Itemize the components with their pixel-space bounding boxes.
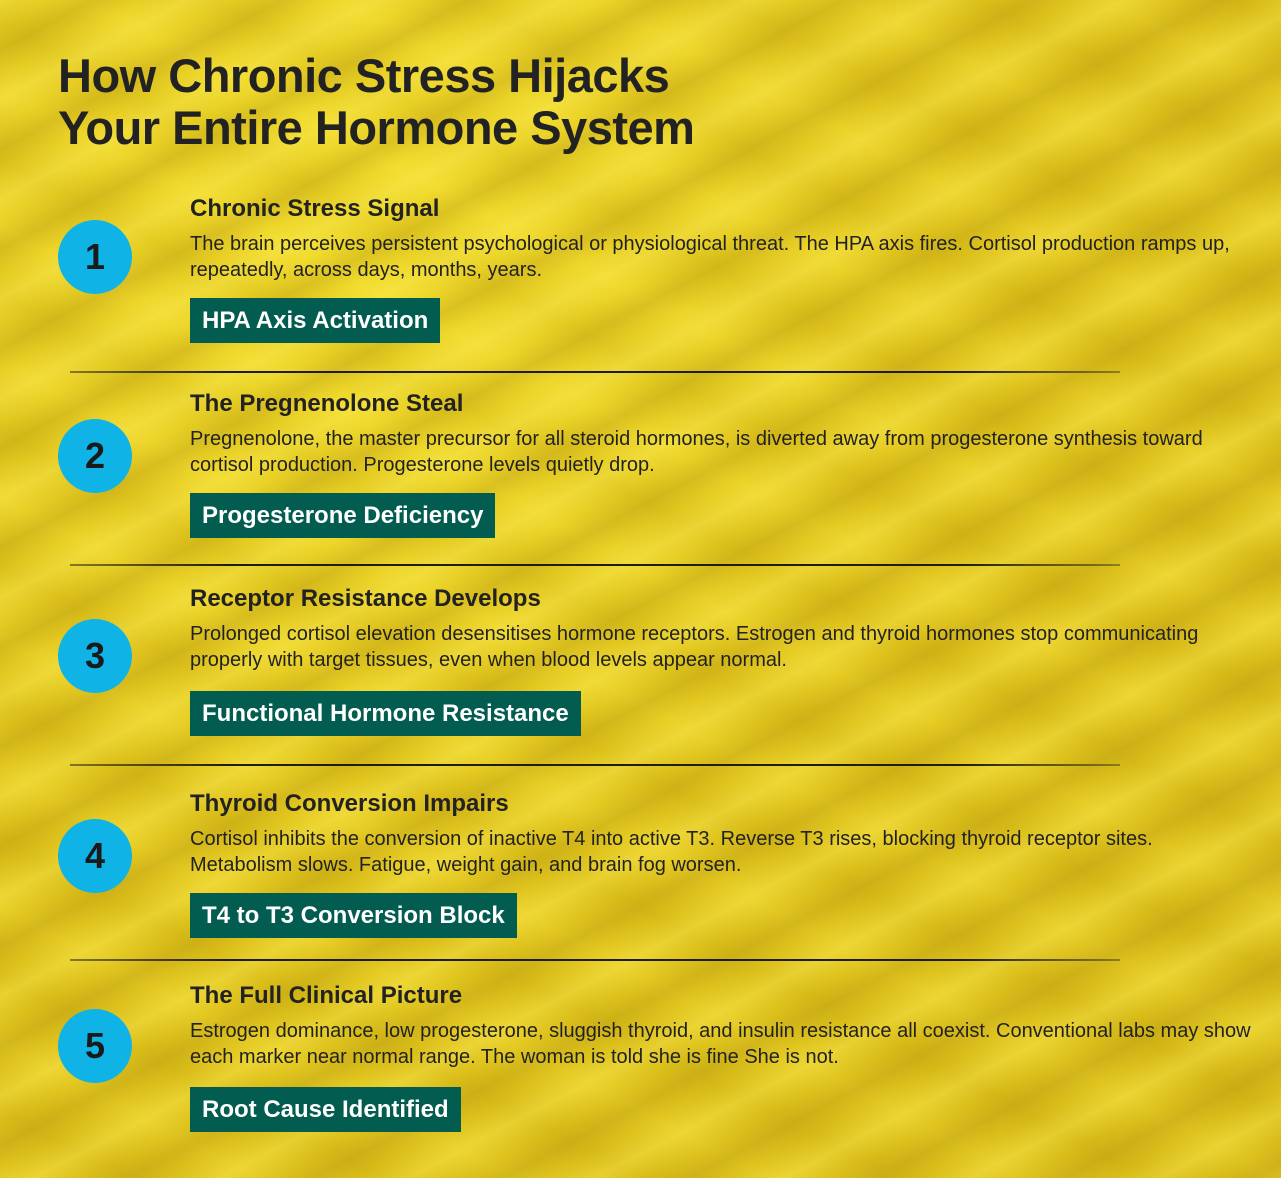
step-title: Chronic Stress Signal bbox=[190, 195, 440, 222]
step-description: The brain perceives persistent psychological or physiological threat. The HPA axis fires. Cortisol production ramps up, repeatedly, across days, months, years. bbox=[190, 233, 1230, 281]
step-tag: T4 to T3 Conversion Block bbox=[190, 893, 517, 938]
step-tag: Root Cause Identified bbox=[190, 1087, 461, 1132]
step-title: The Full Clinical Picture bbox=[190, 982, 463, 1009]
step-number-badge: 2 bbox=[58, 419, 132, 493]
divider bbox=[70, 764, 1120, 766]
step-description: Estrogen dominance, low progesterone, sluggish thyroid, and insulin resistance all coexist. Conventional labs may show each marker near normal range. The woman is told she is fine She is not. bbox=[190, 1020, 1251, 1068]
step-title: Receptor Resistance Develops bbox=[190, 585, 541, 612]
step-number-badge: 3 bbox=[58, 619, 132, 693]
step-title: The Pregnenolone Steal bbox=[190, 390, 464, 417]
step-tag: Functional Hormone Resistance bbox=[190, 691, 581, 736]
step-number-badge: 1 bbox=[58, 220, 132, 294]
divider bbox=[70, 959, 1120, 961]
divider bbox=[70, 564, 1120, 566]
divider bbox=[70, 371, 1120, 373]
title-line-2: Your Entire Hormone System bbox=[58, 101, 695, 154]
step-description: Cortisol inhibits the conversion of inactive T4 into active T3. Reverse T3 rises, blocking thyroid receptor sites. Metabolism slows. Fatigue, weight gain, and brain fog worsen. bbox=[190, 828, 1153, 876]
step-description: Prolonged cortisol elevation desensitises hormone receptors. Estrogen and thyroid hormones stop communicating properly with target tissues, even when blood levels appear normal. bbox=[190, 623, 1199, 671]
step-number-badge: 4 bbox=[58, 819, 132, 893]
title-line-1: How Chronic Stress Hijacks bbox=[58, 49, 670, 102]
step-description: Pregnenolone, the master precursor for all steroid hormones, is diverted away from progesterone synthesis toward cortisol production. Progesterone levels quietly drop. bbox=[190, 428, 1203, 476]
page-title bbox=[58, 50, 694, 154]
step-tag: Progesterone Deficiency bbox=[190, 493, 495, 538]
step-title: Thyroid Conversion Impairs bbox=[190, 790, 509, 817]
step-number-badge: 5 bbox=[58, 1009, 132, 1083]
step-tag: HPA Axis Activation bbox=[190, 298, 440, 343]
